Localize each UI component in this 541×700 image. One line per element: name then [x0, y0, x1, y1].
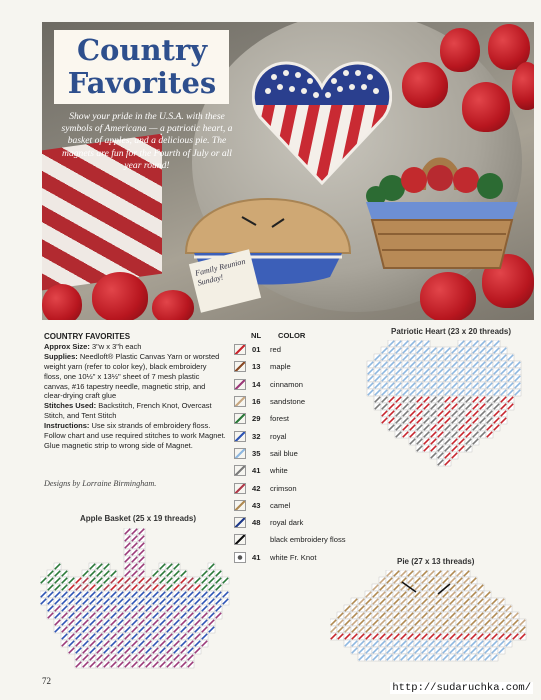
color-name: sail blue — [270, 448, 298, 458]
apple-basket-chart — [40, 528, 230, 673]
stitch-symbol-icon — [234, 552, 246, 563]
approx-size: Approx Size: 3"w x 3"h each — [44, 341, 142, 351]
stitch-symbol-icon — [234, 517, 246, 528]
color-key-row — [234, 514, 364, 531]
supplies: Supplies: Needloft® Plastic Canvas Yarn or worsted weight yarn (refer to color key), black embroidery floss, one 10½" x 13½" sheet of 7 mesh plastic canvas, #16 tapestry needle, magnetic strip, and clear-drying craft glue — [44, 351, 220, 401]
stitch-symbol-icon — [234, 413, 246, 424]
color-name: royal — [270, 431, 287, 441]
color-key-row — [234, 497, 364, 514]
color-header: COLOR — [278, 330, 306, 340]
color-name: royal dark — [270, 518, 304, 528]
intro-text: Show your pride in the U.S.A. with these symbols of Americana — a patriotic heart, a basket of apples, and a delicious pie. The magnets are fun for the Fourth of July or all year round! — [61, 111, 233, 171]
strawberry — [512, 62, 534, 110]
strawberry — [92, 272, 148, 320]
stitch-symbol-icon — [234, 431, 246, 442]
color-name: crimson — [270, 483, 297, 493]
strawberry — [420, 272, 476, 320]
color-key-row — [234, 358, 364, 375]
designer-credit: Designs by Lorraine Birmingham. — [44, 479, 157, 488]
pie-caption: Pie (27 x 13 threads) — [397, 557, 475, 566]
color-key — [234, 329, 364, 566]
color-name: black embroidery floss — [270, 535, 346, 545]
color-number: 16 — [252, 397, 261, 407]
stitch-symbol-icon — [234, 465, 246, 476]
heart-caption: Patriotic Heart (23 x 20 threads) — [391, 327, 512, 336]
color-key-row — [234, 549, 364, 566]
color-key-header — [234, 329, 364, 341]
color-key-row — [234, 427, 364, 444]
stitch-symbol-icon — [234, 379, 246, 390]
color-key-row — [234, 531, 364, 548]
color-number: 42 — [252, 483, 261, 493]
color-name: camel — [270, 500, 291, 510]
color-key-row — [234, 376, 364, 393]
color-key-row — [234, 479, 364, 496]
section-title: COUNTRY FAVORITES — [44, 332, 131, 341]
stitch-symbol-icon — [234, 396, 246, 407]
page-title — [62, 34, 222, 100]
instructions: Instructions: Use six strands of embroidery floss. Follow chart and use required stitches to work Magnet. Glue magnetic strip to wrong side of Magnet. — [44, 421, 226, 450]
color-number: 43 — [252, 500, 261, 510]
color-name: maple — [270, 362, 291, 372]
color-number: 01 — [252, 345, 261, 355]
color-key-row — [234, 462, 364, 479]
color-key-rows — [234, 341, 364, 566]
stitch-symbol-icon — [234, 448, 246, 459]
strawberry — [440, 28, 480, 72]
color-name: sandstone — [270, 397, 306, 407]
color-number: 41 — [252, 466, 261, 476]
color-number: 32 — [252, 431, 261, 441]
strawberry — [152, 290, 194, 320]
color-number: 29 — [252, 414, 261, 424]
color-number: 41 — [252, 552, 261, 562]
stitch-symbol-icon — [234, 344, 246, 355]
stitch-symbol-icon — [234, 483, 246, 494]
color-key-row — [234, 410, 364, 427]
heart-chart — [360, 340, 528, 496]
stitch-symbol-icon — [234, 361, 246, 372]
color-key-row — [234, 445, 364, 462]
title-line-2: Favorites — [67, 66, 217, 100]
basket-caption: Apple Basket (25 x 19 threads) — [80, 514, 197, 523]
page-number: 72 — [42, 676, 51, 686]
strawberry — [402, 62, 448, 108]
stitch-symbol-icon — [234, 500, 246, 511]
watermark-url: http://sudaruchka.com/ — [392, 682, 531, 694]
color-name: white Fr. Knot — [270, 552, 317, 562]
strawberry — [462, 82, 510, 132]
reunion-card: Family Reunion Sunday! — [189, 249, 261, 313]
title-line-1: Country — [76, 33, 208, 67]
nl-header: NL — [251, 330, 262, 340]
color-key-row — [234, 393, 364, 410]
color-number: 48 — [252, 518, 261, 528]
color-number: 13 — [252, 362, 261, 372]
basket-magnet-photo — [362, 150, 522, 275]
stitch-symbol-icon — [234, 534, 246, 545]
color-number: 35 — [252, 448, 261, 458]
color-name: forest — [270, 414, 289, 424]
color-number: 14 — [252, 379, 261, 389]
strawberry — [42, 284, 82, 320]
pie-chart — [330, 570, 535, 670]
color-key-row — [234, 341, 364, 358]
project-info — [44, 332, 226, 451]
color-name: cinnamon — [270, 379, 303, 389]
stitches-used: Stitches Used: Backstitch, French Knot, Overcast Stitch, and Tent Stitch — [44, 401, 212, 421]
color-name: red — [270, 345, 281, 355]
color-name: white — [270, 466, 288, 476]
